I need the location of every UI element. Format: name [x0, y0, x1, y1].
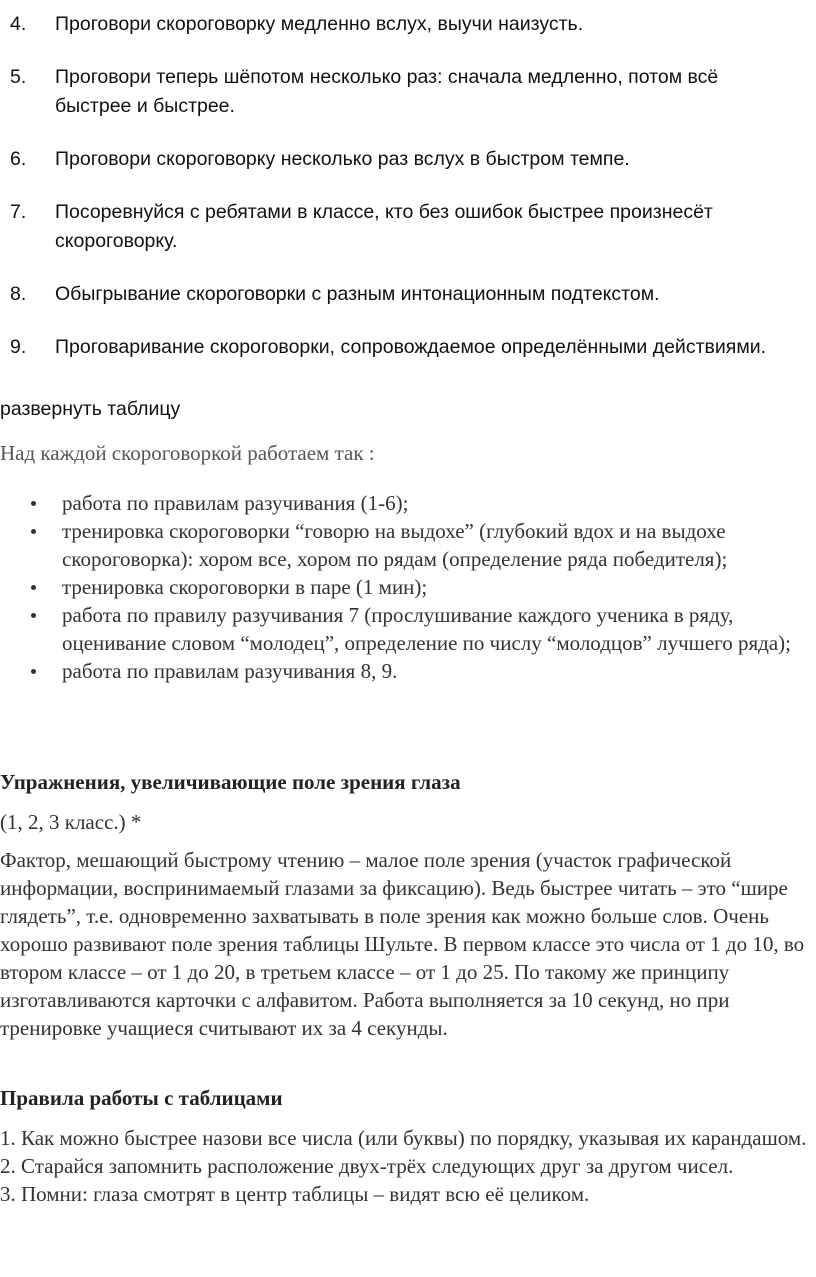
bullet-icon [31, 669, 36, 674]
list-item-text: работа по правилу разучивания 7 (прослушивание каждого ученика в ряду, оценивание словом “молодец”, определение по числу “молодцов” лучшего ряда); [62, 603, 791, 655]
list-item-text: Проговаривание скороговорки, сопровождаемое определёнными действиями. [55, 336, 767, 358]
rule-item: 2. Старайся запомнить расположение двух-трёх следующих друг за другом чисел. [0, 1154, 734, 1178]
list-item-text: Проговори скороговорку медленно вслух, выучи наизусть. [55, 13, 584, 35]
list-item [0, 280, 775, 309]
rule-item: 3. Помни: глаза смотрят в центр таблицы – видят всю её целиком. [0, 1182, 590, 1206]
list-item-text: тренировка скороговорки “говорю на выдохе” (глубокий вдох и на выдохе скороговорка): хором все, хором по рядам (определение ряда победителя); [62, 519, 728, 571]
list-item-text: Посоревнуйся с ребятами в классе, кто без ошибок быстрее произнесёт скороговорку. [55, 201, 713, 252]
bullet-icon [31, 529, 36, 534]
bullet-icon [31, 585, 36, 590]
list-item [0, 489, 816, 517]
list-item-number: 8. [10, 283, 27, 305]
list-item-number: 4. [10, 13, 27, 35]
list-item-text: работа по правилам разучивания 8, 9. [62, 659, 398, 683]
list-item [0, 198, 775, 256]
bullet-icon [31, 613, 36, 618]
list-item [0, 63, 775, 121]
list-item [0, 517, 816, 573]
expand-table-link[interactable]: развернуть таблицу [0, 398, 181, 420]
list-item-text: Проговори скороговорку несколько раз вслух в быстром темпе. [55, 148, 630, 170]
list-item [0, 573, 816, 601]
intro-text: Над каждой скороговоркой работаем так : [0, 441, 375, 465]
section-heading: Упражнения, увеличивающие поле зрения глаза [0, 770, 461, 794]
list-item-text: Обыгрывание скороговорки с разным интонационным подтекстом. [55, 283, 660, 305]
numbered-steps-list [0, 10, 816, 386]
list-item [0, 333, 775, 362]
list-item-number: 5. [10, 66, 27, 88]
section-subtitle: (1, 2, 3 класс.) * [0, 810, 142, 834]
rule-item: 1. Как можно быстрее назови все числа (или буквы) по порядку, указывая их карандашом. [0, 1126, 807, 1150]
list-item-text: тренировка скороговорки в паре (1 мин); [62, 575, 428, 599]
list-item [0, 601, 816, 657]
list-item-text: работа по правилам разучивания (1-6); [62, 491, 409, 515]
list-item-text: Проговори теперь шёпотом несколько раз: сначала медленно, потом всё быстрее и быстрее. [55, 66, 719, 117]
list-item-number: 9. [10, 336, 27, 358]
list-item-number: 6. [10, 148, 27, 170]
list-item [0, 145, 775, 174]
section-heading: Правила работы с таблицами [0, 1086, 283, 1110]
rules-list [0, 1124, 812, 1208]
bullet-list [0, 489, 816, 685]
list-item-number: 7. [10, 201, 27, 223]
section-paragraph: Фактор, мешающий быстрому чтению – малое поле зрения (участок графической информации, воспринимаемый глазами за фиксацию). Ведь быстрее читать – это “шире глядеть”, т.е. одновременно захватывать в поле зрения как можно больше слов. Очень хорошо развивают поле зрения таблицы Шульте. В первом классе это числа от 1 до 10, во втором классе – от 1 до 20, в третьем классе – от 1 до 25. По такому же принципу изготавливаются карточки с алфавитом. Работа выполняется за 10 секунд, но при тренировке учащиеся считывают их за 4 секунды. [0, 848, 805, 1040]
list-item [0, 657, 816, 685]
list-item [0, 10, 775, 39]
bullet-icon [31, 501, 36, 506]
